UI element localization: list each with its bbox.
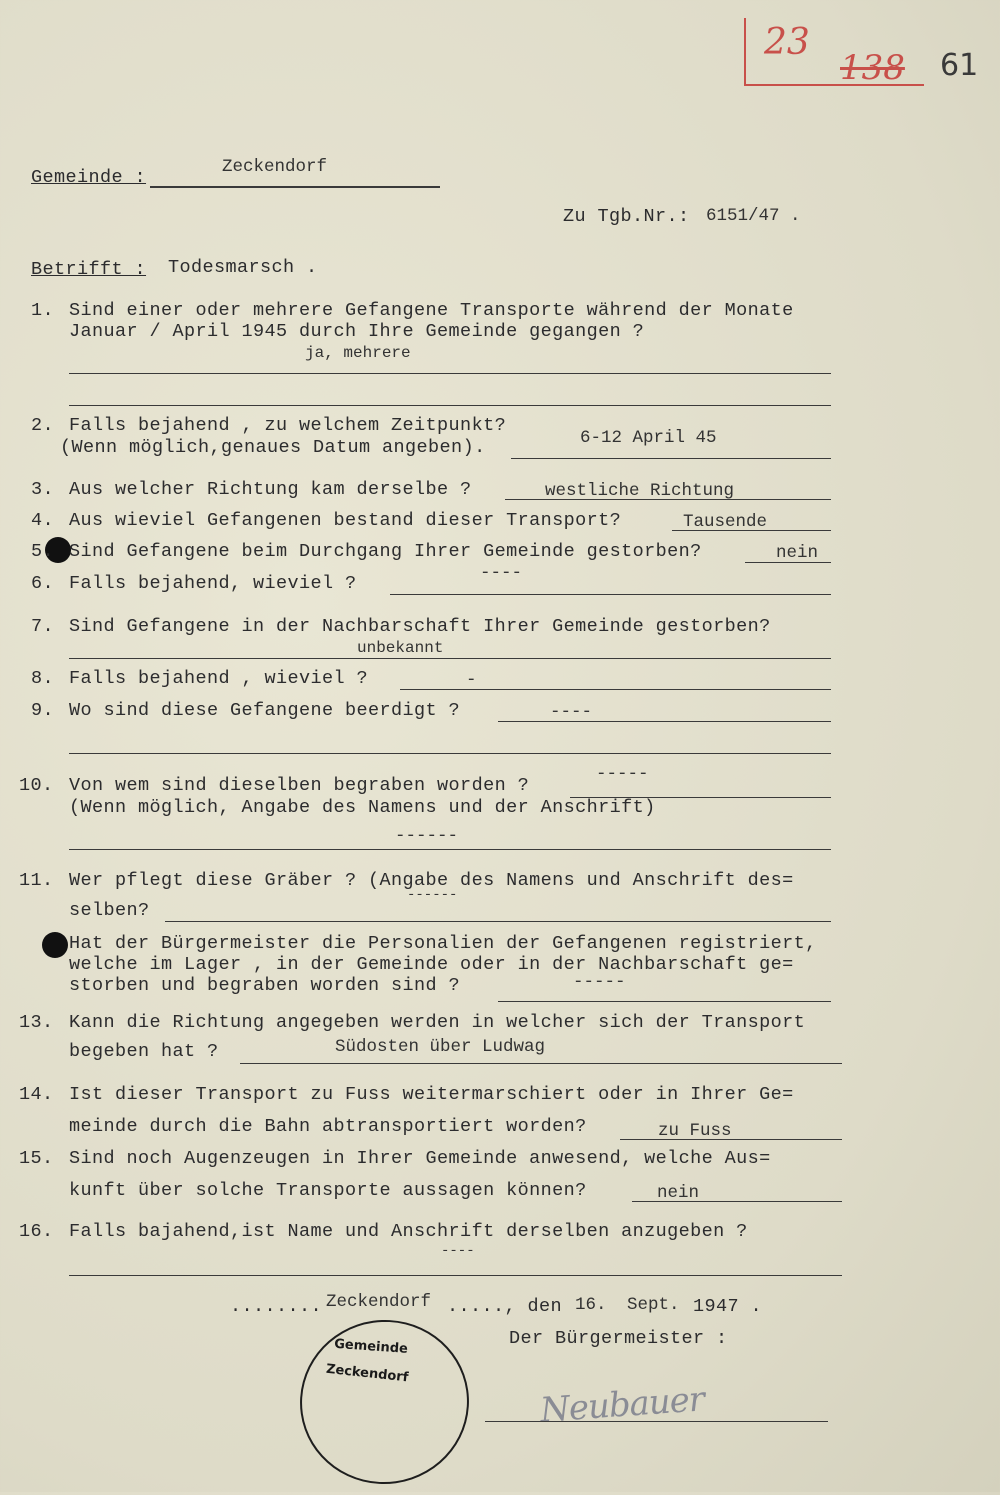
q15-number: 15. — [19, 1148, 54, 1169]
q4-answer-line — [672, 530, 831, 531]
q14-number: 14. — [19, 1084, 54, 1105]
q11-number: 11. — [19, 870, 54, 891]
q14-line2: meinde durch die Bahn abtransportiert worden? — [69, 1116, 587, 1137]
archive-number-struck: 138 — [840, 48, 905, 88]
archive-number-new: 61 — [940, 48, 979, 83]
q12-answer-line — [498, 1001, 831, 1002]
q5-answer-line — [745, 562, 831, 563]
q8-answer-line — [400, 689, 831, 690]
signature: Neubauer — [538, 1379, 706, 1431]
q1-line1: Sind einer oder mehrere Gefangene Transporte während der Monate — [69, 300, 794, 321]
q14-answer: zu Fuss — [658, 1121, 732, 1141]
q9-answer: ---- — [550, 702, 593, 722]
q10-answer-line-2 — [69, 849, 831, 850]
q10-line2: (Wenn möglich, Angabe des Namens und der Anschrift) — [69, 797, 656, 818]
archive-number-box — [744, 18, 979, 88]
footer-month: Sept. — [627, 1295, 680, 1315]
q4-text: Aus wieviel Gefangenen bestand dieser Transport? — [69, 510, 622, 531]
q3-answer-line — [505, 499, 831, 500]
q15-answer-line — [632, 1201, 842, 1202]
q15-line2: kunft über solche Transporte aussagen können? — [69, 1180, 587, 1201]
signature-line — [485, 1421, 828, 1422]
footer-year: 1947 . — [693, 1296, 763, 1317]
gemeinde-underline — [150, 186, 440, 188]
q2-number: 2. — [31, 415, 55, 436]
q8-number: 8. — [31, 668, 55, 689]
q1-number: 1. — [31, 300, 55, 321]
tgb-label: Zu Tgb.Nr.: — [563, 206, 690, 227]
q16-answer: ---- — [441, 1243, 475, 1259]
q8-text: Falls bejahend , wieviel ? — [69, 668, 369, 689]
q9-answer-line-2 — [69, 753, 831, 754]
q6-answer-line — [390, 594, 831, 595]
tgb-value: 6151/47 . — [706, 206, 801, 226]
q9-answer-line — [498, 721, 831, 722]
betrifft-label: Betrifft : — [31, 259, 147, 280]
q16-number: 16. — [19, 1221, 54, 1242]
q3-number: 3. — [31, 479, 55, 500]
q7-answer-line — [69, 658, 831, 659]
q1-answer-line-1 — [69, 373, 831, 374]
q12-answer: ----- — [573, 972, 626, 992]
q10-answer-1: ----- — [596, 764, 649, 784]
q3-answer: westliche Richtung — [545, 481, 735, 501]
stamp-line2: Zeckendorf — [325, 1361, 410, 1386]
signatory-label: Der Bürgermeister : — [509, 1328, 728, 1349]
q2-line1: Falls bejahend , zu welchem Zeitpunkt? — [69, 415, 507, 436]
q16-answer-line — [69, 1275, 842, 1276]
q11-line1: Wer pflegt diese Gräber ? (Angabe des Namens und Anschrift des= — [69, 870, 794, 891]
q16-text: Falls bajahend,ist Name und Anschrift derselben anzugeben ? — [69, 1221, 748, 1242]
q10-line1: Von wem sind dieselben begraben worden ? — [69, 775, 530, 796]
q13-number: 13. — [19, 1012, 54, 1033]
q7-text: Sind Gefangene in der Nachbarschaft Ihrer Gemeinde gestorben? — [69, 616, 771, 637]
q5-answer: nein — [776, 543, 819, 563]
q4-answer: Tausende — [683, 512, 768, 532]
q1-answer-line-2 — [69, 405, 831, 406]
q13-answer: Südosten über Ludwag — [335, 1037, 546, 1057]
q12-line2: welche im Lager , in der Gemeinde oder in der Nachbarschaft ge= — [69, 954, 794, 975]
punch-hole-bottom — [42, 932, 68, 958]
gemeinde-value: Zeckendorf — [222, 157, 328, 177]
q2-answer-line — [511, 458, 831, 459]
q1-answer: ja, mehrere — [305, 344, 411, 362]
q7-number: 7. — [31, 616, 55, 637]
gemeinde-label: Gemeinde : — [31, 167, 147, 188]
betrifft-value: Todesmarsch . — [168, 257, 318, 278]
footer-place-prefix: ........ — [230, 1296, 323, 1317]
q6-number: 6. — [31, 573, 55, 594]
q8-answer: - — [466, 670, 477, 690]
q2-line2: (Wenn möglich,genaues Datum angeben). — [60, 437, 486, 458]
q13-line1: Kann die Richtung angegeben werden in welcher sich der Transport — [69, 1012, 806, 1033]
q15-answer: nein — [657, 1183, 700, 1203]
stamp-line1: Gemeinde — [333, 1336, 409, 1357]
q14-line1: Ist dieser Transport zu Fuss weitermarschiert oder in Ihrer Ge= — [69, 1084, 794, 1105]
q13-line2: begeben hat ? — [69, 1041, 219, 1062]
q9-number: 9. — [31, 700, 55, 721]
q5-number: 5. — [31, 541, 55, 562]
q9-text: Wo sind diese Gefangene beerdigt ? — [69, 700, 461, 721]
q6-answer: ---- — [480, 563, 523, 583]
q14-answer-line — [620, 1139, 842, 1140]
q10-answer-2: ------ — [395, 826, 459, 846]
q11-answer: ------ — [407, 887, 458, 903]
q7-answer: unbekannt — [357, 639, 444, 657]
footer-day: 16. — [575, 1295, 607, 1315]
q4-number: 4. — [31, 510, 55, 531]
q10-number: 10. — [19, 775, 54, 796]
archive-number-old: 23 — [764, 22, 810, 63]
q5-text: Sind Gefangene beim Durchgang Ihrer Gemeinde gestorben? — [69, 541, 702, 562]
q10-answer-line-1 — [570, 797, 831, 798]
q1-line2: Januar / April 1945 durch Ihre Gemeinde gegangen ? — [69, 321, 645, 342]
q11-answer-line — [165, 921, 831, 922]
q3-text: Aus welcher Richtung kam derselbe ? — [69, 479, 472, 500]
q11-line2: selben? — [69, 900, 150, 921]
q13-answer-line — [240, 1063, 842, 1064]
municipal-stamp — [289, 1309, 479, 1495]
q15-line1: Sind noch Augenzeugen in Ihrer Gemeinde anwesend, welche Aus= — [69, 1148, 771, 1169]
footer-place: Zeckendorf — [326, 1292, 432, 1312]
q12-line3: storben und begraben worden sind ? — [69, 975, 461, 996]
q6-text: Falls bejahend, wieviel ? — [69, 573, 357, 594]
q2-answer: 6-12 April 45 — [580, 428, 717, 448]
q12-line1: Hat der Bürgermeister die Personalien der Gefangenen registriert, — [69, 933, 817, 954]
footer-place-suffix: ....., den — [447, 1296, 563, 1317]
